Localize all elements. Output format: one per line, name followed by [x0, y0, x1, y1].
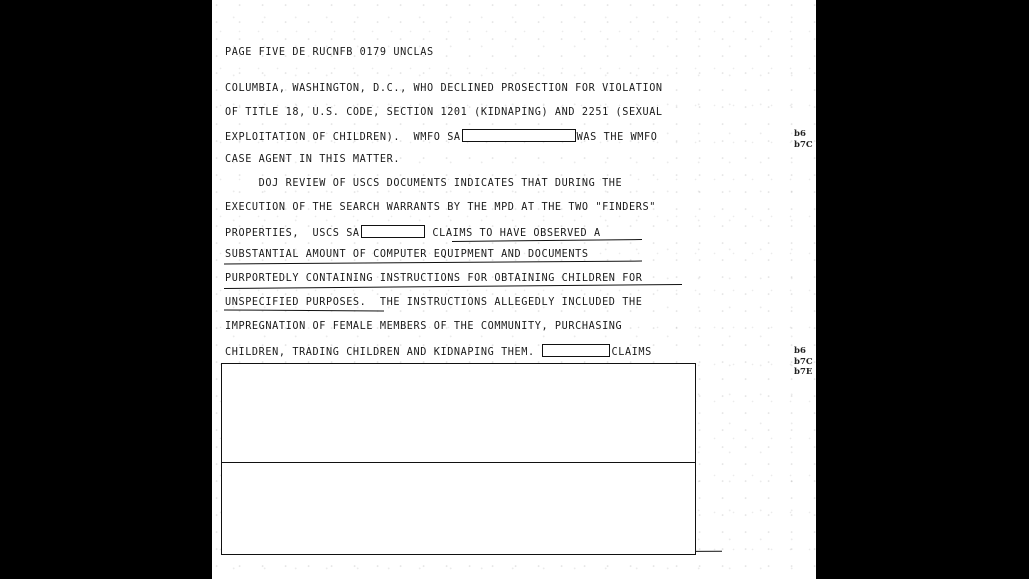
- line-text: WAS THE WMFO: [576, 132, 658, 143]
- line-text: IMPREGNATION OF FEMALE MEMBERS OF THE COMMUNITY, PURCHASING: [225, 321, 623, 332]
- redaction-box: [361, 225, 425, 238]
- text-line-5: [225, 177, 622, 191]
- exemption-codes: [794, 129, 813, 150]
- redaction-block: [221, 462, 696, 555]
- redaction-box: [462, 129, 576, 142]
- text-line-6: [225, 201, 656, 215]
- text-line-10: [225, 296, 642, 310]
- line-text: PROPERTIES, USCS SA: [225, 228, 360, 239]
- text-line-12: [225, 344, 652, 360]
- line-text: SUBSTANTIAL AMOUNT OF COMPUTER EQUIPMENT AND DOCUMENTS: [225, 249, 589, 260]
- page-header: PAGE FIVE DE RUCNFB 0179 UNCLAS: [225, 47, 434, 58]
- text-line-3: [225, 129, 657, 145]
- exemption-code: b7C: [794, 139, 813, 150]
- line-text: CHILDREN, TRADING CHILDREN AND KIDNAPING THEM.: [225, 347, 542, 358]
- exemption-code: b7E: [794, 367, 813, 377]
- redaction-box: [542, 344, 610, 357]
- exemption-code: b6: [794, 346, 806, 356]
- document-page: [212, 0, 816, 579]
- text-line-4: [225, 153, 400, 167]
- exemption-code: b7C: [794, 356, 813, 367]
- line-text: OF TITLE 18, U.S. CODE, SECTION 1201 (KIDNAPING) AND 2251 (SEXUAL: [225, 107, 663, 118]
- text-line-2: [225, 106, 663, 120]
- redaction-block: [221, 363, 696, 464]
- exemption-code: b6: [794, 129, 806, 139]
- text-line-1: [225, 82, 663, 96]
- handwritten-underline: [224, 309, 384, 311]
- exemption-codes: [794, 346, 813, 378]
- line-text: CASE AGENT IN THIS MATTER.: [225, 154, 401, 165]
- line-text: EXECUTION OF THE SEARCH WARRANTS BY THE MPD AT THE TWO "FINDERS": [225, 202, 656, 213]
- text-line-8: [225, 248, 589, 262]
- line-text: CLAIMS TO HAVE OBSERVED A: [425, 228, 601, 239]
- line-text: DOJ REVIEW OF USCS DOCUMENTS INDICATES THAT DURING THE: [225, 178, 623, 189]
- line-text: CLAIMS: [611, 347, 652, 358]
- line-text: PURPORTEDLY CONTAINING INSTRUCTIONS FOR OBTAINING CHILDREN FOR: [225, 273, 643, 284]
- line-text: EXPLOITATION OF CHILDREN). WMFO SA: [225, 132, 461, 143]
- text-line-7: [225, 225, 601, 241]
- text-line-11: [225, 320, 622, 334]
- line-text: UNSPECIFIED PURPOSES. THE INSTRUCTIONS ALLEGEDLY INCLUDED THE: [225, 297, 643, 308]
- line-text: COLUMBIA, WASHINGTON, D.C., WHO DECLINED PROSECTION FOR VIOLATION: [225, 83, 663, 94]
